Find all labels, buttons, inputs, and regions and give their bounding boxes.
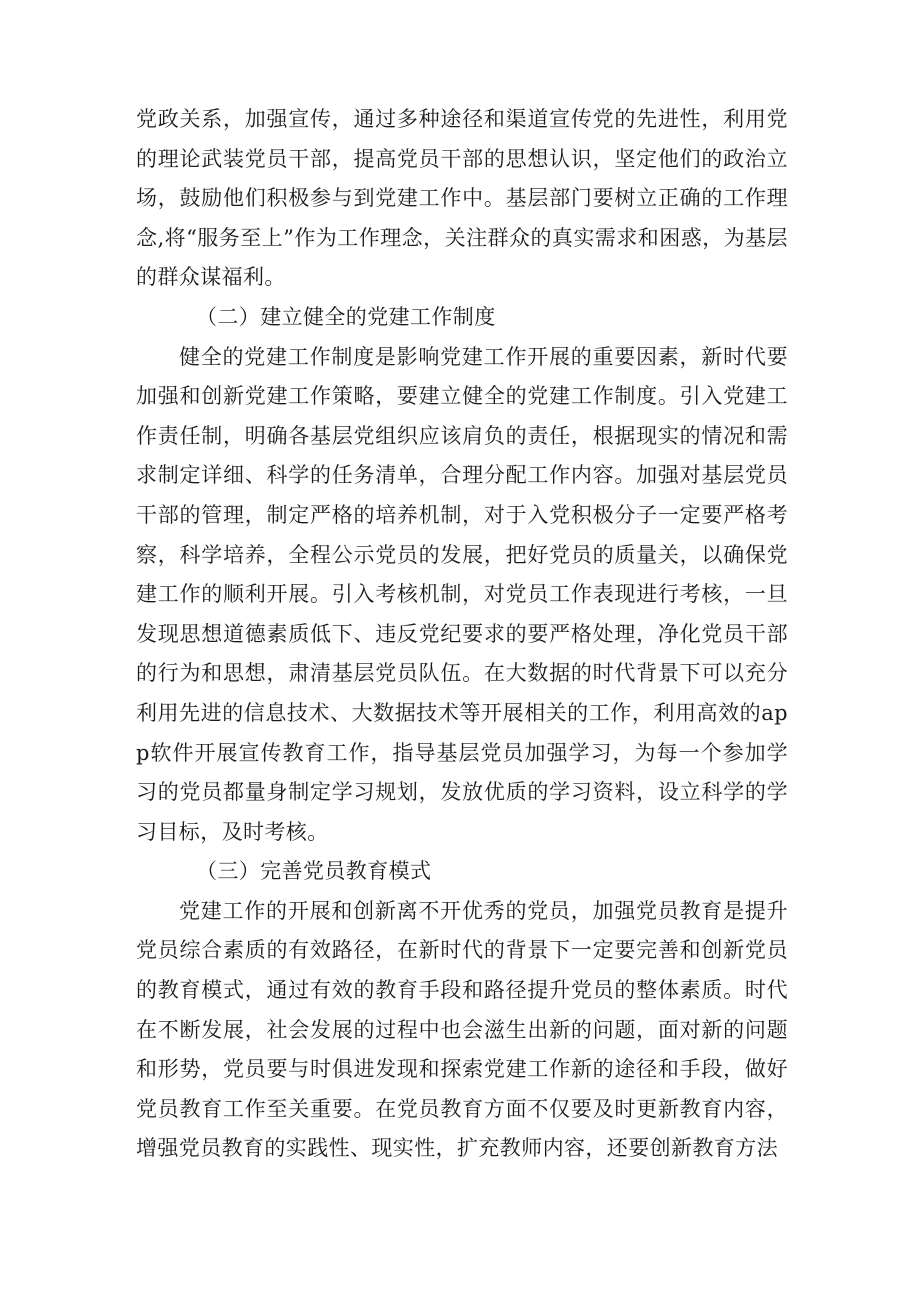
section-heading-3: （三）完善党员教育模式 [196, 859, 432, 884]
paragraph-party-system: 健全的党建工作制度是影响党建工作开展的重要因素，新时代要加强和创新党建工作策略，要建立健全的党建工作制度。引入党建工作责任制，明确各基层党组织应该肩负的责任，根据现实的情况和需求制定详细、科学的任务清单，合理分配工作内容。加强对基层党员干部的管理，制定严格的培养机制，对于入党积极分子一定要严格考察，科学培养，全程公示党员的发展，把好党员的质量关，以确保党建工作的顺利开展。引入考核机制，对党员工作表现进行考核，一旦发现思想道德素质低下、违反党纪要求的要严格处理，净化党员干部的行为和思想，肃清基层党员队伍。在大数据的时代背景下可以充分利用先进的信息技术、大数据技术等开展相关的工作，利用高效的app软件开展宣传教育工作，指导基层党员加强学习，为每一个参加学习的党员都量身制定学习规划，发放优质的学习资料，设立科学的学习目标，及时考核。 [136, 344, 788, 844]
document-body [136, 100, 788, 1169]
paragraph-member-education: 党建工作的开展和创新离不开优秀的党员，加强党员教育是提升党员综合素质的有效路径，在新时代的背景下一定要完善和创新党员的教育模式，通过有效的教育手段和路径提升党员的整体素质。时代在不断发展，社会发展的过程中也会滋生出新的问题，面对新的问题和形势，党员要与时俱进发现和探索党建工作新的途径和手段，做好党员教育工作至关重要。在党员教育方面不仅要及时更新教育内容，增强党员教育的实践性、现实性，扩充教师内容，还要创新教育方法 [136, 898, 788, 1161]
paragraph-intro: 党政关系，加强宣传，通过多种途径和渠道宣传党的先进性，利用党的理论武装党员干部，提高党员干部的思想认识，坚定他们的政治立场，鼓励他们积极参与到党建工作中。基层部门要树立正确的工作理念,将“服务至上”作为工作理念，关注群众的真实需求和困惑，为基层的群众谋福利。 [136, 107, 788, 290]
section-heading-2: （二）建立健全的党建工作制度 [196, 304, 496, 329]
